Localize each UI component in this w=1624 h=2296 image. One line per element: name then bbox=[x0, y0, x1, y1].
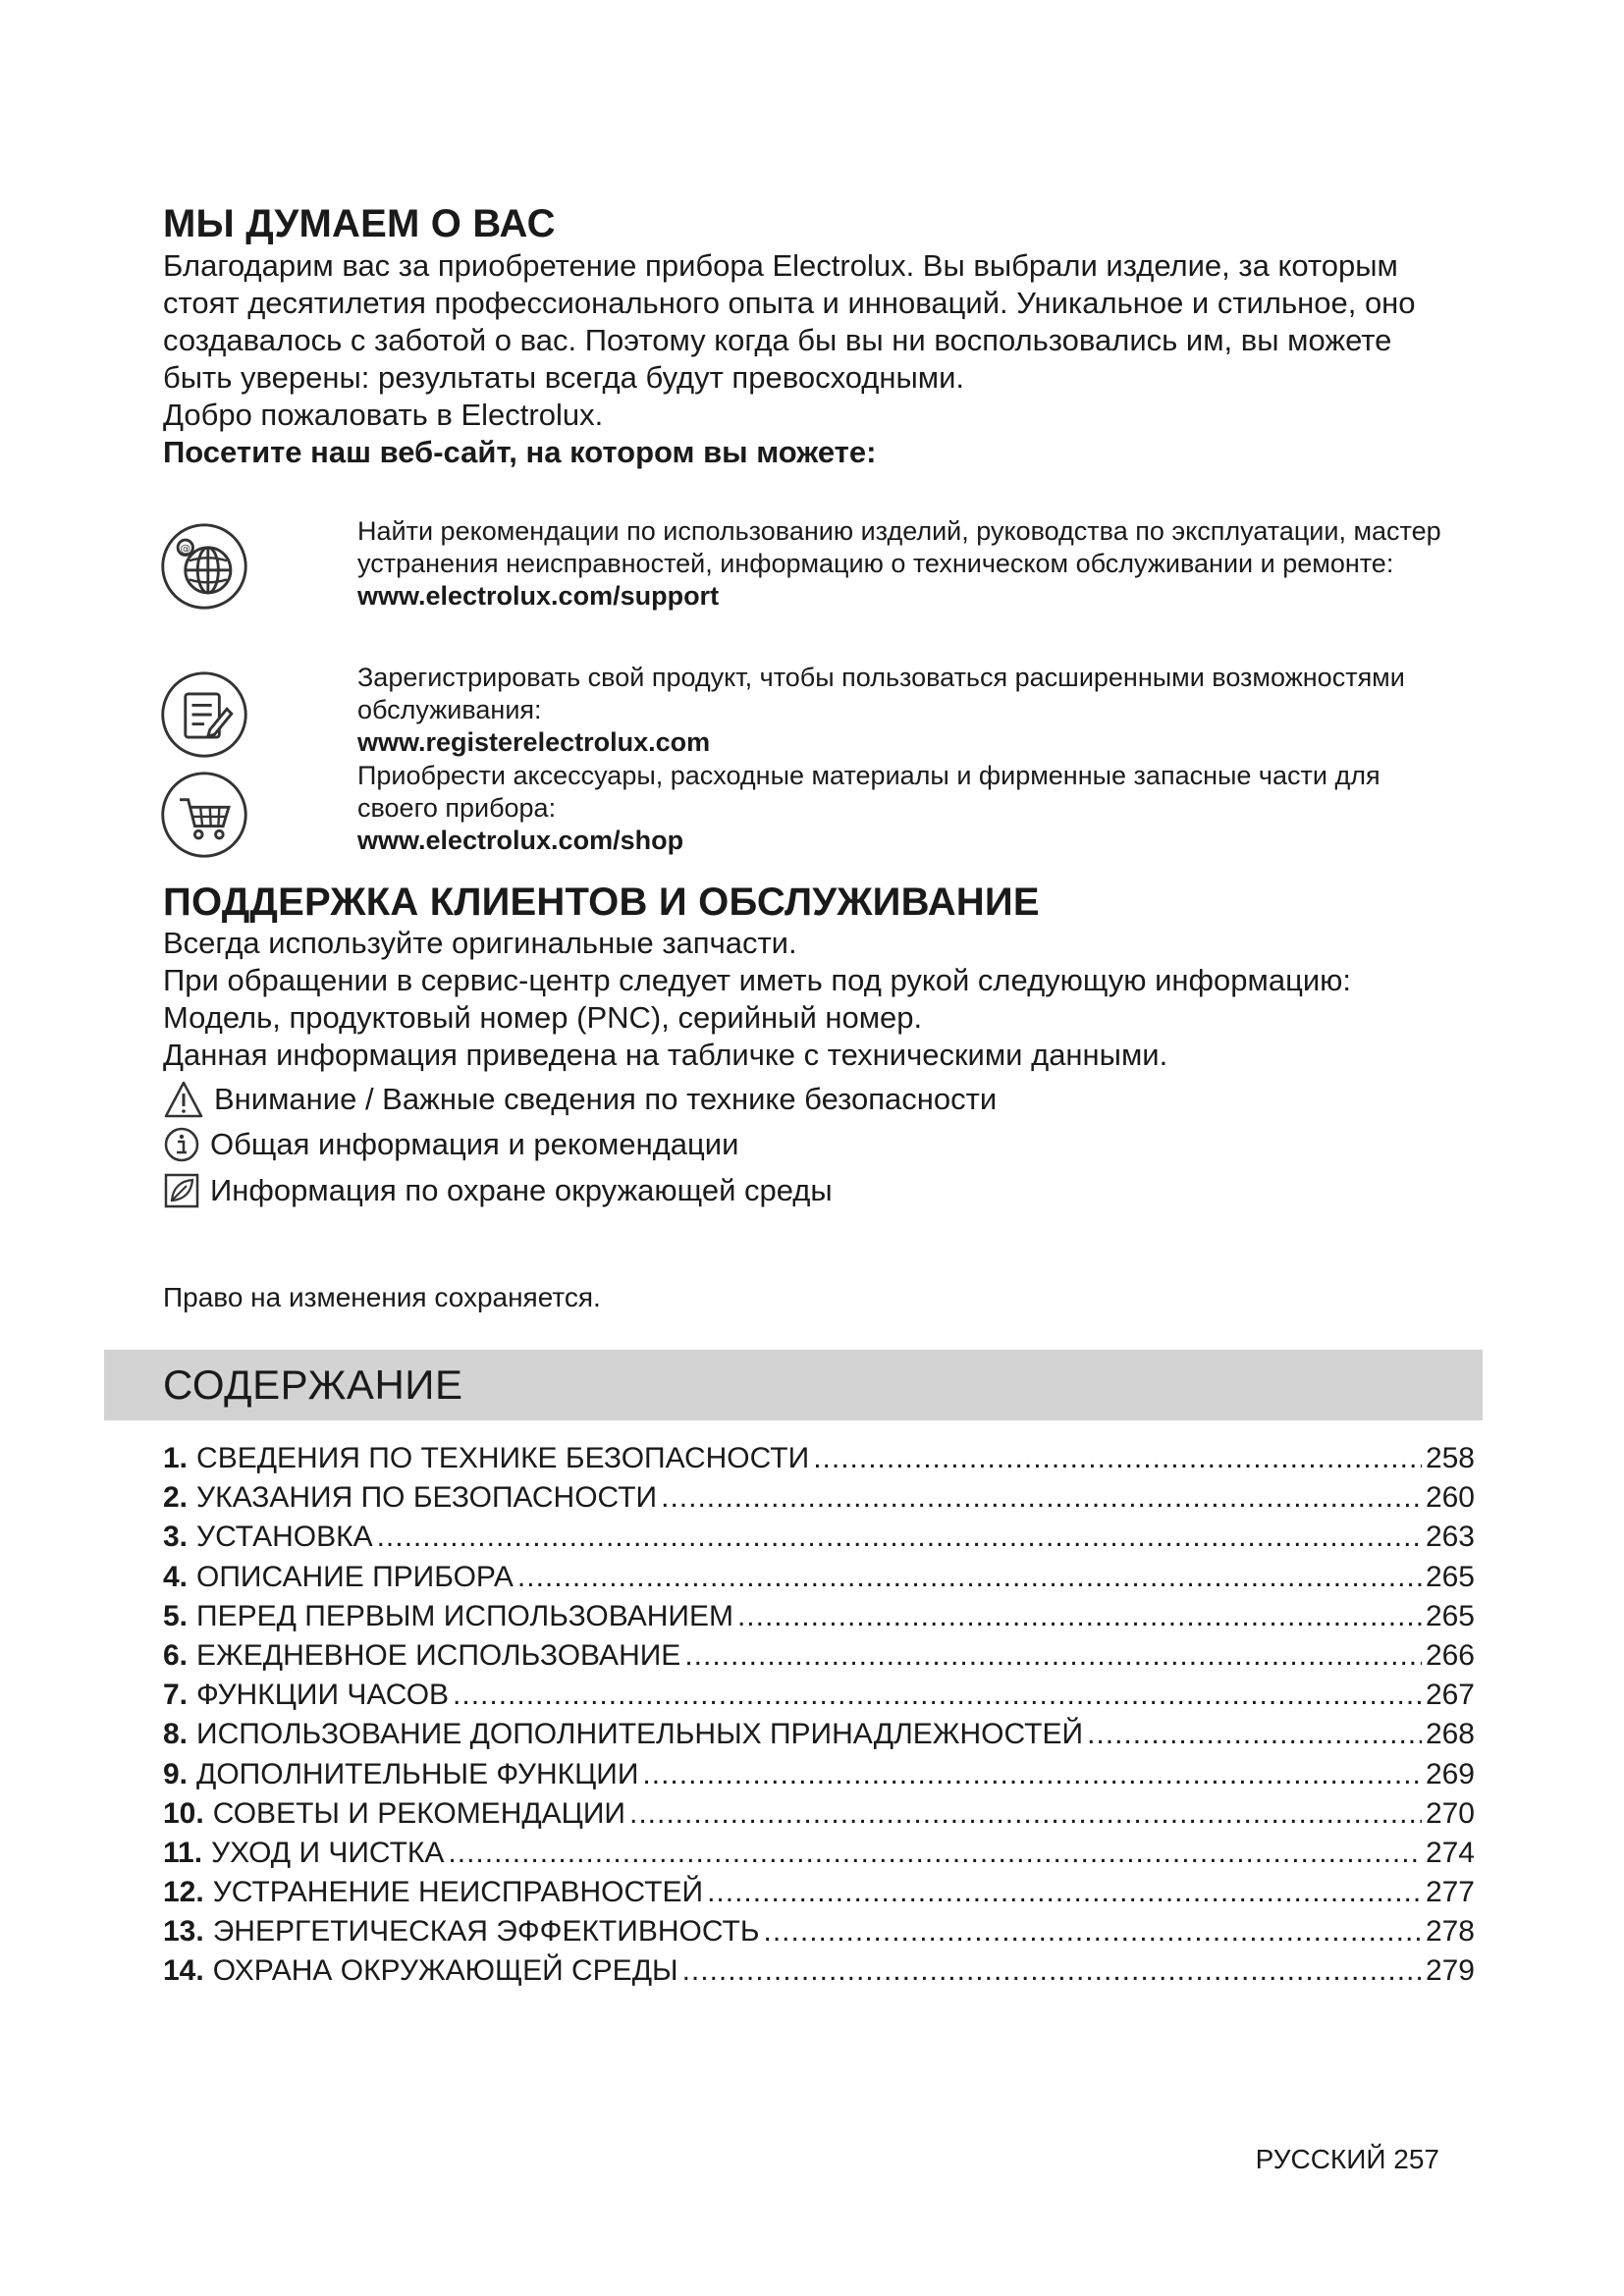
toc-item[interactable] bbox=[163, 1439, 1475, 1478]
visit-item-text: Приобрести аксессуары, расходные материалы и фирменные запасные части для своего прибора: bbox=[357, 761, 1380, 823]
toc-item-number: 4. bbox=[163, 1560, 189, 1593]
toc-item-label: ОХРАНА ОКРУЖАЮЩЕЙ СРЕДЫ bbox=[212, 1954, 678, 1988]
support-line: Модель, продуктовый номер (PNC), серийный номер. bbox=[163, 1000, 923, 1035]
toc-item[interactable] bbox=[163, 1794, 1475, 1834]
legend-environment bbox=[163, 1171, 833, 1210]
toc-item-number: 9. bbox=[163, 1757, 189, 1790]
toc-item-label: СОВЕТЫ И РЕКОМЕНДАЦИИ bbox=[212, 1796, 625, 1830]
toc-leader-dots bbox=[1087, 1715, 1422, 1754]
toc-item-number: 3. bbox=[163, 1521, 189, 1554]
legend-info bbox=[163, 1125, 738, 1164]
toc-item-label: ЭНЕРГЕТИЧЕСКАЯ ЭФФЕКТИВНОСТЬ bbox=[212, 1915, 760, 1949]
visit-label: Посетите наш веб-сайт, на котором вы можете: bbox=[163, 435, 877, 469]
support-line: Всегда используйте оригинальные запчасти. bbox=[163, 926, 797, 960]
toc-item-label: ИСПОЛЬЗОВАНИЕ ДОПОЛНИТЕЛЬНЫХ ПРИНАДЛЕЖНОСТЕЙ bbox=[196, 1718, 1084, 1751]
toc-leader-dots bbox=[682, 1951, 1422, 1991]
toc-item[interactable] bbox=[163, 1518, 1475, 1557]
changes-reserved-note: Право на изменения сохраняется. bbox=[163, 1282, 601, 1312]
support-link[interactable]: www.electrolux.com/support bbox=[357, 581, 720, 611]
toc-leader-dots bbox=[642, 1755, 1422, 1794]
table-of-contents bbox=[163, 1439, 1475, 1992]
toc-item[interactable] bbox=[163, 1636, 1475, 1676]
page-footer: РУССКИЙ 257 bbox=[1255, 2144, 1439, 2174]
toc-item-number: 12. bbox=[163, 1876, 204, 1909]
visit-item-text: Зарегистрировать свой продукт, чтобы пользоваться расширенными возможностями обслуживания: bbox=[357, 663, 1405, 724]
toc-item-page: 265 bbox=[1425, 1560, 1475, 1593]
toc-item-number: 6. bbox=[163, 1638, 189, 1672]
toc-item[interactable] bbox=[163, 1755, 1475, 1794]
toc-leader-dots bbox=[453, 1676, 1422, 1715]
toc-item[interactable] bbox=[163, 1597, 1475, 1636]
intro-body bbox=[163, 247, 1469, 471]
toc-item-number: 7. bbox=[163, 1679, 189, 1712]
toc-item-label: ДОПОЛНИТЕЛЬНЫЕ ФУНКЦИИ bbox=[196, 1757, 639, 1790]
legend-text: Общая информация и рекомендации bbox=[210, 1127, 739, 1161]
toc-leader-dots bbox=[377, 1518, 1422, 1557]
toc-item-label: УСТРАНЕНИЕ НЕИСПРАВНОСТЕЙ bbox=[212, 1876, 704, 1909]
toc-item-page: 268 bbox=[1425, 1718, 1475, 1751]
support-heading: ПОДДЕРЖКА КЛИЕНТОВ И ОБСЛУЖИВАНИЕ bbox=[163, 881, 1040, 924]
toc-leader-dots bbox=[764, 1912, 1422, 1951]
toc-item-page: 258 bbox=[1425, 1442, 1475, 1474]
toc-item-label: ЕЖЕДНЕВНОЕ ИСПОЛЬЗОВАНИЕ bbox=[196, 1638, 681, 1672]
toc-item-label: ПЕРЕД ПЕРВЫМ ИСПОЛЬЗОВАНИЕМ bbox=[196, 1599, 733, 1632]
shopping-cart-icon bbox=[157, 768, 251, 862]
register-document-icon bbox=[157, 667, 251, 762]
toc-item-label: ФУНКЦИИ ЧАСОВ bbox=[196, 1679, 450, 1712]
svg-text:@: @ bbox=[180, 543, 191, 556]
shop-link[interactable]: www.electrolux.com/shop bbox=[357, 826, 684, 855]
toc-item[interactable] bbox=[163, 1676, 1475, 1715]
toc-item-page: 266 bbox=[1425, 1638, 1475, 1672]
legend-warning bbox=[163, 1080, 997, 1119]
toc-item-page: 260 bbox=[1425, 1481, 1475, 1515]
toc-title: СОДЕРЖАНИЕ bbox=[163, 1362, 463, 1408]
toc-item[interactable] bbox=[163, 1715, 1475, 1754]
toc-leader-dots bbox=[737, 1597, 1422, 1636]
toc-item-number: 2. bbox=[163, 1481, 189, 1515]
legend-text: Внимание / Важные сведения по технике безопасности bbox=[214, 1082, 998, 1116]
toc-item[interactable] bbox=[163, 1834, 1475, 1873]
info-icon bbox=[163, 1126, 200, 1163]
toc-leader-dots bbox=[629, 1794, 1422, 1834]
toc-leader-dots bbox=[517, 1558, 1422, 1597]
toc-item-number: 8. bbox=[163, 1718, 189, 1751]
toc-item-number: 13. bbox=[163, 1915, 204, 1949]
toc-item-number: 14. bbox=[163, 1954, 204, 1988]
toc-item-label: СВЕДЕНИЯ ПО ТЕХНИКЕ БЕЗОПАСНОСТИ bbox=[196, 1442, 810, 1474]
toc-item-page: 265 bbox=[1425, 1599, 1475, 1632]
toc-item-number: 10. bbox=[163, 1796, 204, 1830]
toc-item-page: 263 bbox=[1425, 1521, 1475, 1554]
visit-item-text: Найти рекомендации по использованию изделий, руководства по эксплуатации, мастер устранения неисправностей, информацию о техническом обслуживании и ремонте: bbox=[357, 516, 1441, 578]
toc-item-number: 1. bbox=[163, 1442, 189, 1474]
register-link[interactable]: www.registerelectrolux.com bbox=[357, 727, 711, 757]
toc-item-number: 5. bbox=[163, 1599, 189, 1632]
toc-item-label: УКАЗАНИЯ ПО БЕЗОПАСНОСТИ bbox=[196, 1481, 658, 1515]
toc-item-page: 278 bbox=[1425, 1915, 1475, 1949]
legend-text: Информация по охране окружающей среды bbox=[210, 1173, 833, 1207]
toc-item-page: 274 bbox=[1425, 1836, 1475, 1869]
toc-item-page: 279 bbox=[1425, 1954, 1475, 1988]
toc-item[interactable] bbox=[163, 1951, 1475, 1991]
toc-item-label: ОПИСАНИЕ ПРИБОРА bbox=[196, 1560, 514, 1593]
toc-item-number: 11. bbox=[163, 1836, 203, 1869]
toc-item[interactable] bbox=[163, 1478, 1475, 1518]
globe-icon bbox=[157, 519, 251, 614]
warning-triangle-icon bbox=[163, 1080, 204, 1119]
toc-leader-dots bbox=[813, 1439, 1422, 1478]
toc-header-bar bbox=[104, 1350, 1483, 1420]
intro-paragraph: Благодарим вас за приобретение прибора Electrolux. Вы выбрали изделие, за которым стоят десятилетия профессионального опыта и инноваций. Уникальное и стильное, оно создавалось с заботой о вас. Поэтому когда бы вы ни воспользовались им, вы можете быть уверены: результаты всегда будут превосходными. bbox=[163, 248, 1416, 395]
toc-item-page: 277 bbox=[1425, 1876, 1475, 1909]
toc-leader-dots bbox=[661, 1478, 1422, 1518]
toc-leader-dots bbox=[448, 1834, 1422, 1873]
leaf-environment-icon bbox=[163, 1172, 200, 1209]
toc-leader-dots bbox=[684, 1636, 1422, 1676]
intro-heading: МЫ ДУМАЕМ О ВАС bbox=[163, 202, 556, 245]
toc-item[interactable] bbox=[163, 1558, 1475, 1597]
toc-item-page: 267 bbox=[1425, 1679, 1475, 1712]
toc-item[interactable] bbox=[163, 1873, 1475, 1912]
support-body bbox=[163, 925, 1469, 1074]
support-line: При обращении в сервис-центр следует иметь под рукой следующую информацию: bbox=[163, 963, 1352, 997]
toc-leader-dots bbox=[707, 1873, 1422, 1912]
toc-item-label: УХОД И ЧИСТКА bbox=[211, 1836, 445, 1869]
toc-item[interactable] bbox=[163, 1912, 1475, 1951]
toc-item-page: 270 bbox=[1425, 1796, 1475, 1830]
toc-item-label: УСТАНОВКА bbox=[196, 1521, 373, 1554]
intro-welcome: Добро пожаловать в Electrolux. bbox=[163, 398, 604, 432]
toc-item-page: 269 bbox=[1425, 1757, 1475, 1790]
support-line: Данная информация приведена на табличке с техническими данными. bbox=[163, 1038, 1168, 1072]
